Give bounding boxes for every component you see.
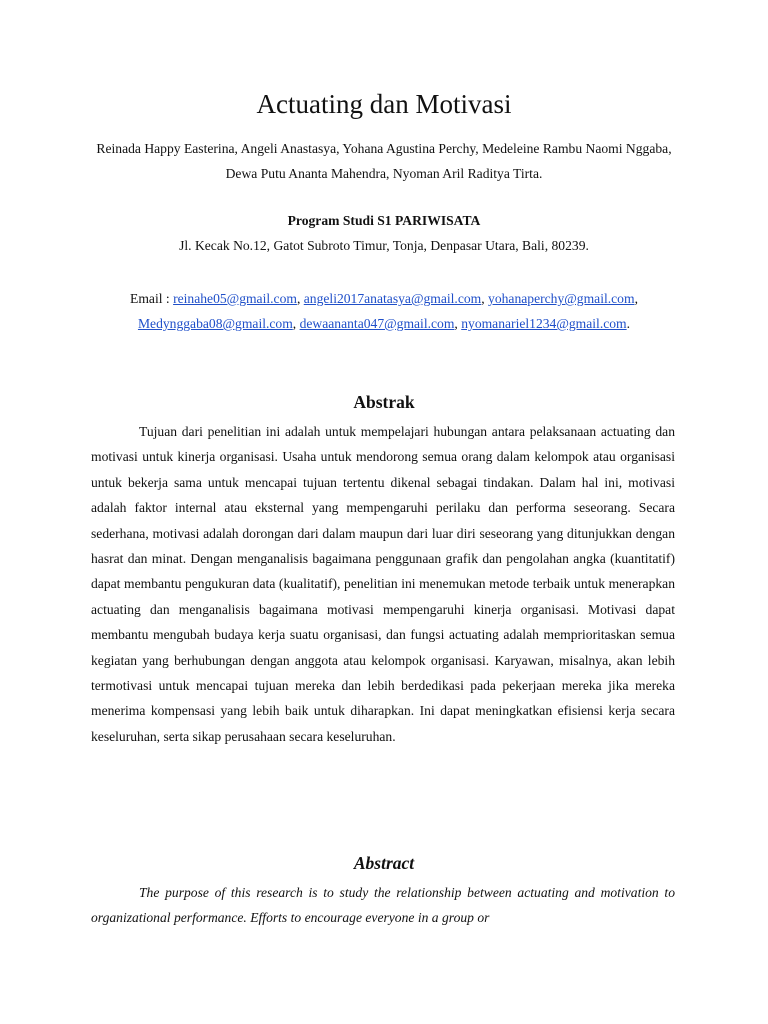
email-link[interactable]: dewaananta047@gmail.com (299, 316, 455, 331)
email-link[interactable]: Medynggaba08@gmail.com (137, 316, 293, 331)
email-separator: , (454, 316, 462, 331)
abstract-heading: Abstract (353, 853, 415, 873)
affiliation-address: Jl. Kecak No.12, Gatot Subroto Timur, Tonja, Denpasar Utara, Bali, 80239. (179, 238, 589, 253)
email-separator: , (296, 291, 304, 306)
study-program: Program Studi S1 PARIWISATA (287, 213, 481, 228)
email-list (90, 286, 678, 336)
abstrak-paragraph: Tujuan dari penelitian ini adalah untuk mempelajari hubungan antara pelaksanaan actuating dan motivasi untuk kinerja organisasi. Usaha untuk mendorong semua orang dalam kelompok atau organisasi untuk bekerja sama untuk mencapai tujuan tertentu dikenal sebagai tindakan. Dalam hal ini, motivasi adalah faktor internal atau eksternal yang mempengaruhi perilaku dan performa seseorang. Secara sederhana, motivasi adalah dorongan dari dalam maupun dari luar diri seseorang yang ditunjukkan dengan hasrat dan minat. Dengan menganalisis bagaimana penggunaan grafik dan pengolahan angka (kuantitatif) dapat membantu pengukuran data (kualitatif), penelitian ini menemukan metode terbaik untuk menerapkan actuating dan menganalisis bagaimana motivasi mempengaruhi kinerja organisasi. Motivasi dapat membantu mengubah budaya kerja suatu organisasi, dan fungsi actuating adalah memprioritaskan semua kegiatan yang berhubungan dengan anggota atau kelompok organisasi. Karyawan, misalnya, akan lebih termotivasi untuk mencapai tujuan mereka dan lebih berdedikasi pada pekerjaan mereka jika mereka menerima kompensasi yang lebih baik untuk diharapkan. Ini dapat meningkatkan efisiensi kerja secara keseluruhan, serta sikap perusahaan secara keseluruhan. (91, 424, 675, 744)
email-separator: , (292, 316, 300, 331)
email-label: Email : (130, 291, 174, 306)
abstrak-heading: Abstrak (353, 392, 415, 412)
paper-title: Actuating dan Motivasi (256, 89, 512, 119)
email-link[interactable]: reinahe05@gmail.com (173, 291, 297, 306)
email-link[interactable]: angeli2017anatasya@gmail.com (303, 291, 482, 306)
email-link[interactable]: nyomanariel1234@gmail.com (461, 316, 627, 331)
email-separator: , (481, 291, 489, 306)
email-link[interactable]: yohanaperchy@gmail.com (488, 291, 635, 306)
abstract-paragraph: The purpose of this research is to study the relationship between actuating and motivation to organizational performance. Efforts to encourage everyone in a group or (91, 885, 675, 926)
email-end: . (626, 316, 631, 331)
author-list: Reinada Happy Easterina, Angeli Anastasya, Yohana Agustina Perchy, Medeleine Rambu Naomi Nggaba, Dewa Putu Ananta Mahendra, Nyoman Aril Raditya Tirta. (96, 141, 672, 181)
email-separator: , (634, 291, 638, 306)
